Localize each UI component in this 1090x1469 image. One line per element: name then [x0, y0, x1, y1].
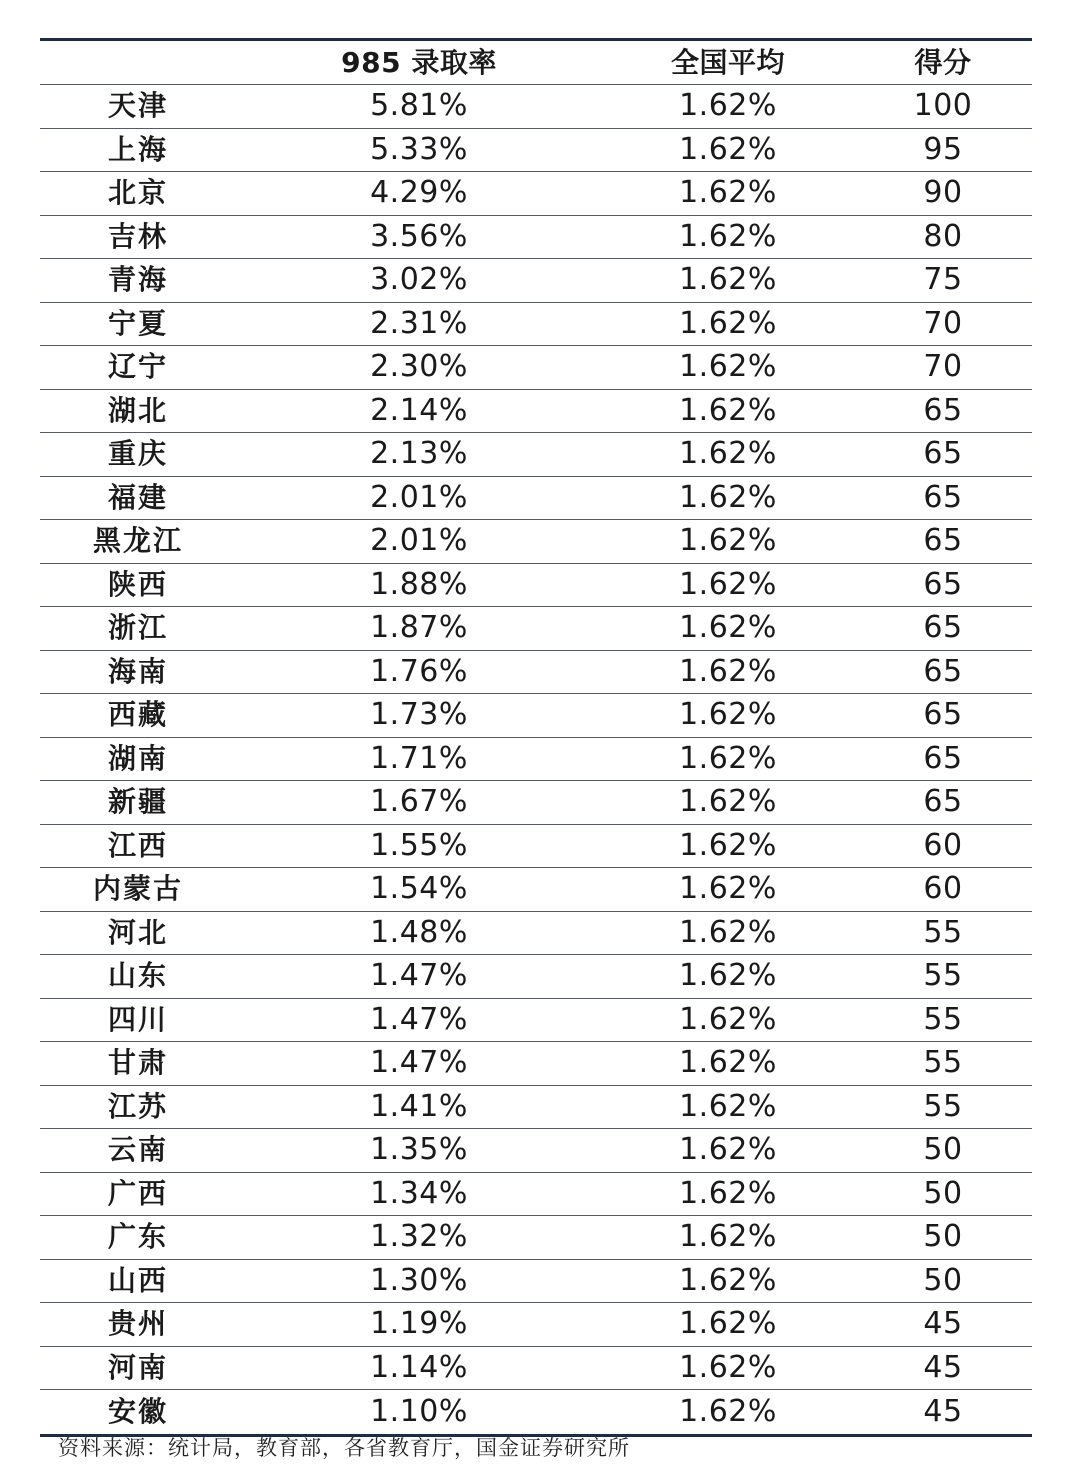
average-cell: 1.62% — [679, 610, 777, 646]
province-cell: 北京 — [107, 176, 168, 210]
score-cell: 65 — [923, 479, 963, 515]
average-cell: 1.62% — [679, 784, 777, 820]
province-cell: 重庆 — [107, 437, 168, 471]
average-cell: 1.62% — [679, 1349, 777, 1385]
province-cell: 湖南 — [107, 741, 168, 775]
table-row — [40, 912, 1032, 956]
rate-cell: 5.33% — [370, 131, 468, 167]
rate-cell: 1.34% — [370, 1175, 468, 1211]
rate-cell: 1.41% — [370, 1088, 468, 1124]
province-cell: 云南 — [107, 1133, 168, 1167]
table-row — [40, 390, 1032, 434]
average-cell: 1.62% — [679, 131, 777, 167]
rate-cell: 3.02% — [370, 262, 468, 298]
table-row — [40, 1173, 1032, 1217]
rate-cell: 1.73% — [370, 697, 468, 733]
score-cell: 80 — [923, 218, 963, 254]
table-row — [40, 868, 1032, 912]
score-cell: 65 — [923, 784, 963, 820]
province-cell: 宁夏 — [107, 306, 168, 340]
table-row — [40, 955, 1032, 999]
average-cell: 1.62% — [679, 697, 777, 733]
rate-cell: 1.47% — [370, 1001, 468, 1037]
score-cell: 55 — [923, 1045, 963, 1081]
rate-cell: 1.35% — [370, 1132, 468, 1168]
rate-cell: 1.30% — [370, 1262, 468, 1298]
rate-cell: 3.56% — [370, 218, 468, 254]
table-row — [40, 1216, 1032, 1260]
average-cell: 1.62% — [679, 1175, 777, 1211]
score-cell: 90 — [923, 175, 963, 211]
province-cell: 黑龙江 — [92, 524, 183, 558]
average-cell: 1.62% — [679, 88, 777, 124]
table-row — [40, 694, 1032, 738]
province-cell: 浙江 — [107, 611, 168, 645]
table-row — [40, 1303, 1032, 1347]
average-cell: 1.62% — [679, 1001, 777, 1037]
table-header-row — [40, 41, 1032, 85]
source-note: 资料来源：统计局，教育部，各省教育厅，国金证券研究所 — [58, 1436, 630, 1460]
score-cell: 70 — [923, 349, 963, 385]
score-cell: 65 — [923, 436, 963, 472]
score-cell: 45 — [923, 1349, 963, 1385]
rate-cell: 5.81% — [370, 88, 468, 124]
province-cell: 福建 — [107, 480, 168, 514]
table-row — [40, 303, 1032, 347]
table-row — [40, 433, 1032, 477]
table-row — [40, 85, 1032, 129]
score-cell: 55 — [923, 958, 963, 994]
rate-cell: 1.76% — [370, 653, 468, 689]
rate-cell: 2.01% — [370, 523, 468, 559]
score-cell: 50 — [923, 1175, 963, 1211]
average-cell: 1.62% — [679, 262, 777, 298]
score-cell: 65 — [923, 523, 963, 559]
average-cell: 1.62% — [679, 305, 777, 341]
rate-cell: 1.67% — [370, 784, 468, 820]
province-cell: 内蒙古 — [92, 872, 183, 906]
score-cell: 55 — [923, 914, 963, 950]
table-row — [40, 651, 1032, 695]
table-row — [40, 781, 1032, 825]
rate-cell: 2.14% — [370, 392, 468, 428]
province-cell: 陕西 — [107, 567, 168, 601]
average-cell: 1.62% — [679, 566, 777, 602]
score-cell: 50 — [923, 1219, 963, 1255]
score-cell: 65 — [923, 566, 963, 602]
rate-cell: 2.01% — [370, 479, 468, 515]
province-cell: 江苏 — [107, 1089, 168, 1123]
table-row — [40, 172, 1032, 216]
rate-cell: 1.88% — [370, 566, 468, 602]
rate-cell: 2.30% — [370, 349, 468, 385]
data-table — [40, 38, 1032, 1437]
score-cell: 45 — [923, 1393, 963, 1429]
province-cell: 上海 — [107, 132, 168, 166]
score-cell: 65 — [923, 392, 963, 428]
rate-cell: 1.10% — [370, 1393, 468, 1429]
average-cell: 1.62% — [679, 392, 777, 428]
average-cell: 1.62% — [679, 479, 777, 515]
average-cell: 1.62% — [679, 349, 777, 385]
score-cell: 65 — [923, 610, 963, 646]
score-cell: 50 — [923, 1262, 963, 1298]
average-cell: 1.62% — [679, 1219, 777, 1255]
rate-cell: 2.31% — [370, 305, 468, 341]
average-cell: 1.62% — [679, 1306, 777, 1342]
average-cell: 1.62% — [679, 1262, 777, 1298]
table-row — [40, 564, 1032, 608]
province-cell: 西藏 — [107, 698, 168, 732]
average-cell: 1.62% — [679, 1393, 777, 1429]
rate-cell: 1.47% — [370, 958, 468, 994]
average-cell: 1.62% — [679, 523, 777, 559]
average-cell: 1.62% — [679, 175, 777, 211]
average-cell: 1.62% — [679, 740, 777, 776]
rate-cell: 1.48% — [370, 914, 468, 950]
score-cell: 95 — [923, 131, 963, 167]
table-row — [40, 999, 1032, 1043]
table-row — [40, 607, 1032, 651]
average-cell: 1.62% — [679, 653, 777, 689]
score-cell: 100 — [913, 88, 973, 124]
table-body — [40, 85, 1032, 1434]
average-cell: 1.62% — [679, 1045, 777, 1081]
average-cell: 1.62% — [679, 958, 777, 994]
rate-cell: 4.29% — [370, 175, 468, 211]
rate-cell: 1.14% — [370, 1349, 468, 1385]
score-cell: 60 — [923, 827, 963, 863]
table-row — [40, 825, 1032, 869]
province-cell: 广西 — [107, 1176, 168, 1210]
score-cell: 60 — [923, 871, 963, 907]
province-cell: 甘肃 — [107, 1046, 168, 1080]
score-cell: 75 — [923, 262, 963, 298]
average-cell: 1.62% — [679, 827, 777, 863]
rate-cell: 2.13% — [370, 436, 468, 472]
table-row — [40, 1086, 1032, 1130]
table-row — [40, 1129, 1032, 1173]
province-cell: 河北 — [107, 915, 168, 949]
table-row — [40, 1260, 1032, 1304]
table-row — [40, 346, 1032, 390]
header-score: 得分 — [914, 45, 972, 79]
province-cell: 吉林 — [107, 219, 168, 253]
table-row — [40, 477, 1032, 521]
average-cell: 1.62% — [679, 914, 777, 950]
table-row — [40, 1347, 1032, 1391]
table-row — [40, 259, 1032, 303]
province-cell: 青海 — [107, 263, 168, 297]
province-cell: 山西 — [107, 1263, 168, 1297]
province-cell: 辽宁 — [107, 350, 168, 384]
rate-cell: 1.47% — [370, 1045, 468, 1081]
province-cell: 河南 — [107, 1350, 168, 1384]
score-cell: 65 — [923, 740, 963, 776]
province-cell: 海南 — [107, 654, 168, 688]
province-cell: 广东 — [107, 1220, 168, 1254]
average-cell: 1.62% — [679, 436, 777, 472]
table-row — [40, 129, 1032, 173]
table-row — [40, 1390, 1032, 1434]
rate-cell: 1.19% — [370, 1306, 468, 1342]
score-cell: 55 — [923, 1001, 963, 1037]
rate-cell: 1.32% — [370, 1219, 468, 1255]
header-national-average: 全国平均 — [670, 45, 785, 79]
rate-cell: 1.55% — [370, 827, 468, 863]
province-cell: 天津 — [107, 89, 168, 123]
province-cell: 湖北 — [107, 393, 168, 427]
average-cell: 1.62% — [679, 871, 777, 907]
rate-cell: 1.71% — [370, 740, 468, 776]
table-row — [40, 520, 1032, 564]
score-cell: 55 — [923, 1088, 963, 1124]
province-cell: 贵州 — [107, 1307, 168, 1341]
average-cell: 1.62% — [679, 1132, 777, 1168]
score-cell: 65 — [923, 653, 963, 689]
average-cell: 1.62% — [679, 218, 777, 254]
rate-cell: 1.54% — [370, 871, 468, 907]
score-cell: 70 — [923, 305, 963, 341]
score-cell: 45 — [923, 1306, 963, 1342]
rate-cell: 1.87% — [370, 610, 468, 646]
header-985-rate: 985 录取率 — [341, 45, 497, 79]
table-row — [40, 1042, 1032, 1086]
province-cell: 新疆 — [107, 785, 168, 819]
score-cell: 65 — [923, 697, 963, 733]
province-cell: 江西 — [107, 828, 168, 862]
province-cell: 四川 — [107, 1002, 168, 1036]
province-cell: 山东 — [107, 959, 168, 993]
average-cell: 1.62% — [679, 1088, 777, 1124]
table-row — [40, 216, 1032, 260]
province-cell: 安徽 — [107, 1394, 168, 1428]
table-row — [40, 738, 1032, 782]
score-cell: 50 — [923, 1132, 963, 1168]
